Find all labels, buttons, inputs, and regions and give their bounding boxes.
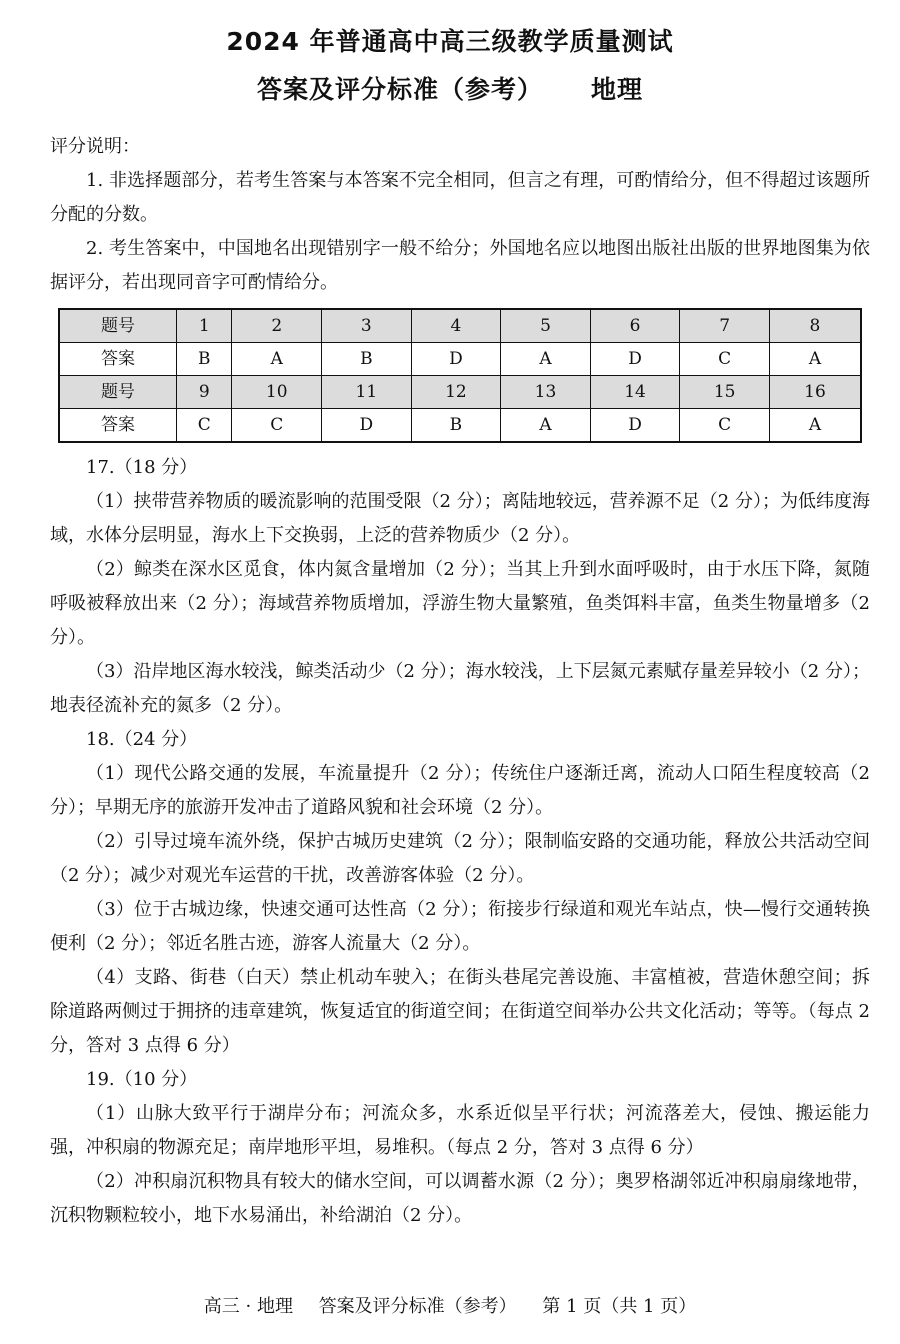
question-heading: 17.（18 分） — [86, 457, 198, 478]
table-cell: 12 — [411, 376, 501, 409]
answer-table — [58, 308, 862, 443]
table-cell: D — [590, 409, 680, 443]
table-cell: 14 — [590, 376, 680, 409]
table-cell: B — [411, 409, 501, 443]
table-cell: 2 — [232, 309, 322, 343]
table-cell: 15 — [680, 376, 770, 409]
table-row — [59, 376, 861, 409]
answer-paragraph: （3）位于古城边缘，快速交通可达性高（2 分）；衔接步行绿道和观光车站点，快—慢行交通转换便利（2 分）；邻近名胜古迹，游客人流量大（2 分）。 — [50, 899, 870, 954]
table-cell: 13 — [501, 376, 591, 409]
table-cell: C — [680, 409, 770, 443]
subtitle-text: 答案及评分标准（参考） — [256, 75, 543, 104]
question-heading: 18.（24 分） — [86, 729, 198, 750]
table-cell: 10 — [232, 376, 322, 409]
answer-paragraph: （2）引导过境车流外绕，保护古城历史建筑（2 分）；限制临安路的交通功能，释放公共活动空间（2 分）；减少对观光车运营的干扰，改善游客体验（2 分）。 — [50, 831, 870, 886]
table-row-label: 题号 — [59, 376, 177, 409]
table-cell: D — [322, 409, 412, 443]
page-title: 2024 年普通高中高三级教学质量测试 — [226, 27, 674, 56]
table-cell: 16 — [769, 376, 861, 409]
table-row — [59, 309, 861, 343]
question-heading: 19.（10 分） — [86, 1069, 198, 1090]
table-cell: 11 — [322, 376, 412, 409]
instruction-item: 1. 非选择题部分，若考生答案与本答案不完全相同，但言之有理，可酌情给分，但不得超过该题所分配的分数。 — [50, 170, 870, 225]
table-cell: 4 — [411, 309, 501, 343]
table-cell: 7 — [680, 309, 770, 343]
footer-page-info: 第 1 页（共 1 页） — [542, 1296, 697, 1317]
table-cell: A — [501, 409, 591, 443]
table-cell: B — [322, 343, 412, 376]
page-subtitle — [0, 70, 900, 106]
footer-doc-name: 答案及评分标准（参考） — [318, 1296, 517, 1317]
answer-paragraph: （1）现代公路交通的发展，车流量提升（2 分）；传统住户逐渐迁离，流动人口陌生程度较高（2 分）；早期无序的旅游开发冲击了道路风貌和社会环境（2 分）。 — [50, 763, 870, 818]
answer-paragraph: （2）鲸类在深水区觅食，体内氮含量增加（2 分）；当其上升到水面呼吸时，由于水压下降，氮随呼吸被释放出来（2 分）；海域营养物质增加，浮游生物大量繁殖，鱼类饵料丰富，鱼类生物量增多（2 分）。 — [50, 559, 870, 648]
instructions-heading: 评分说明： — [50, 136, 140, 157]
table-cell: C — [680, 343, 770, 376]
answer-paragraph: （2）冲积扇沉积物具有较大的储水空间，可以调蓄水源（2 分）；奥罗格湖邻近冲积扇扇缘地带，沉积物颗粒较小，地下水易涌出，补给湖泊（2 分）。 — [50, 1171, 870, 1226]
table-row — [59, 343, 861, 376]
table-row-label: 题号 — [59, 309, 177, 343]
table-cell: 6 — [590, 309, 680, 343]
table-cell: A — [769, 343, 861, 376]
table-cell: A — [232, 343, 322, 376]
answer-paragraph: （4）支路、街巷（白天）禁止机动车驶入；在街头巷尾完善设施、丰富植被，营造休憩空间；拆除道路两侧过于拥挤的违章建筑，恢复适宜的街道空间；在街道空间举办公共文化活动；等等。（每点 2 分，答对 3 点得 6 分） — [50, 967, 870, 1056]
table-cell: 9 — [177, 376, 232, 409]
instruction-item: 2. 考生答案中，中国地名出现错别字一般不给分；外国地名应以地图出版社出版的世界地图集为依据评分，若出现同音字可酌情给分。 — [50, 238, 870, 293]
document-body — [50, 130, 870, 1233]
answer-paragraph: （1）挟带营养物质的暖流影响的范围受限（2 分）；离陆地较远，营养源不足（2 分）；为低纬度海域，水体分层明显，海水上下交换弱，上泛的营养物质少（2 分）。 — [50, 491, 870, 546]
table-row — [59, 409, 861, 443]
table-cell: A — [501, 343, 591, 376]
table-cell: A — [769, 409, 861, 443]
table-cell: 1 — [177, 309, 232, 343]
table-cell: 8 — [769, 309, 861, 343]
table-row-label: 答案 — [59, 343, 177, 376]
table-cell: C — [177, 409, 232, 443]
subject-label: 地理 — [591, 75, 644, 104]
table-row-label: 答案 — [59, 409, 177, 443]
table-cell: C — [232, 409, 322, 443]
footer-course: 高三 · 地理 — [203, 1296, 293, 1317]
table-cell: B — [177, 343, 232, 376]
page-footer — [0, 1292, 900, 1318]
table-cell: D — [590, 343, 680, 376]
table-cell: 3 — [322, 309, 412, 343]
table-cell: D — [411, 343, 501, 376]
answer-paragraph: （3）沿岸地区海水较浅，鲸类活动少（2 分）；海水较浅，上下层氮元素赋存量差异较小（2 分）；地表径流补充的氮多（2 分）。 — [50, 661, 870, 716]
answer-paragraph: （1）山脉大致平行于湖岸分布；河流众多，水系近似呈平行状；河流落差大，侵蚀、搬运能力强，冲积扇的物源充足；南岸地形平坦，易堆积。（每点 2 分，答对 3 点得 6 分） — [50, 1103, 870, 1158]
table-cell: 5 — [501, 309, 591, 343]
